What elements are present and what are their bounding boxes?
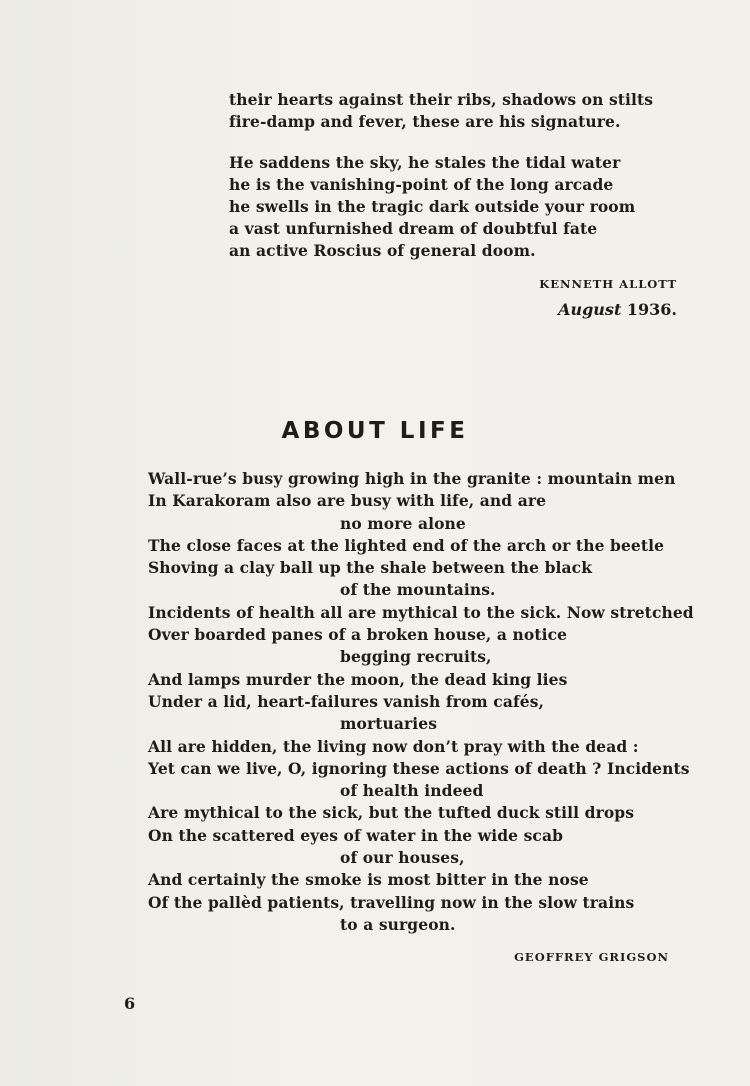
poem-line: Shoving a clay ball up the shale between the black [148, 558, 593, 578]
date-month: August [558, 300, 622, 319]
poem-line: Wall-rue’s busy growing high in the granite : mountain men [148, 469, 676, 488]
poem-line: And lamps murder the moon, the dead king lies [148, 669, 568, 689]
poem1-stanza-2 [229, 152, 635, 262]
poem-line: fire-damp and fever, these are his signature. [229, 112, 621, 131]
poem1-stanza-1 [229, 89, 653, 133]
poem-line: he is the vanishing-point of the long arcade [229, 175, 614, 194]
poem-line: an active Roscius of general doom. [229, 241, 536, 260]
poem-line-continuation: of health indeed [340, 781, 484, 801]
poem-line: their hearts against their ribs, shadows on stilts [229, 90, 654, 109]
poem1-author: KENNETH ALLOTT [539, 277, 677, 291]
date-year: 1936. [621, 300, 677, 319]
poem-line-continuation: to a surgeon. [340, 914, 456, 934]
poem2-title: ABOUT LIFE [281, 418, 469, 444]
poem-line: In Karakoram also are busy with life, and are [148, 491, 547, 511]
poem-line-continuation: begging recruits, [340, 647, 492, 667]
poem-line: a vast unfurnished dream of doubtful fate [229, 219, 598, 238]
poem-line: On the scattered eyes of water in the wide scab [148, 825, 564, 845]
poem-line: Of the pallèd patients, travelling now in the slow trains [148, 892, 635, 912]
poem-line: Under a lid, heart-failures vanish from cafés, [148, 691, 545, 711]
poem-line: And certainly the smoke is most bitter in the nose [148, 870, 589, 890]
poem-line: Over boarded panes of a broken house, a notice [148, 625, 568, 645]
poem-line: Yet can we live, O, ignoring these actions of death ? Incidents [148, 758, 690, 778]
poem-line-continuation: of the mountains. [340, 580, 496, 600]
poem-line: Are mythical to the sick, but the tufted duck still drops [148, 803, 635, 823]
poem-line: Incidents of health all are mythical to the sick. Now stretched [148, 602, 694, 622]
page-number: 6 [124, 994, 136, 1013]
poem-line: The close faces at the lighted end of the arch or the beetle [148, 535, 665, 555]
poem2-body [148, 468, 694, 936]
poem-line: All are hidden, the living now don’t pray with the dead : [148, 736, 639, 756]
poem1-date [558, 300, 677, 319]
poem2-author: GEOFFREY GRIGSON [514, 950, 669, 964]
poem-line-continuation: of our houses, [340, 848, 465, 868]
poem-line: he swells in the tragic dark outside your room [229, 197, 636, 216]
poem-line-continuation: no more alone [340, 513, 466, 533]
poem-line-continuation: mortuaries [340, 714, 438, 734]
poem-line: He saddens the sky, he stales the tidal water [229, 153, 621, 172]
